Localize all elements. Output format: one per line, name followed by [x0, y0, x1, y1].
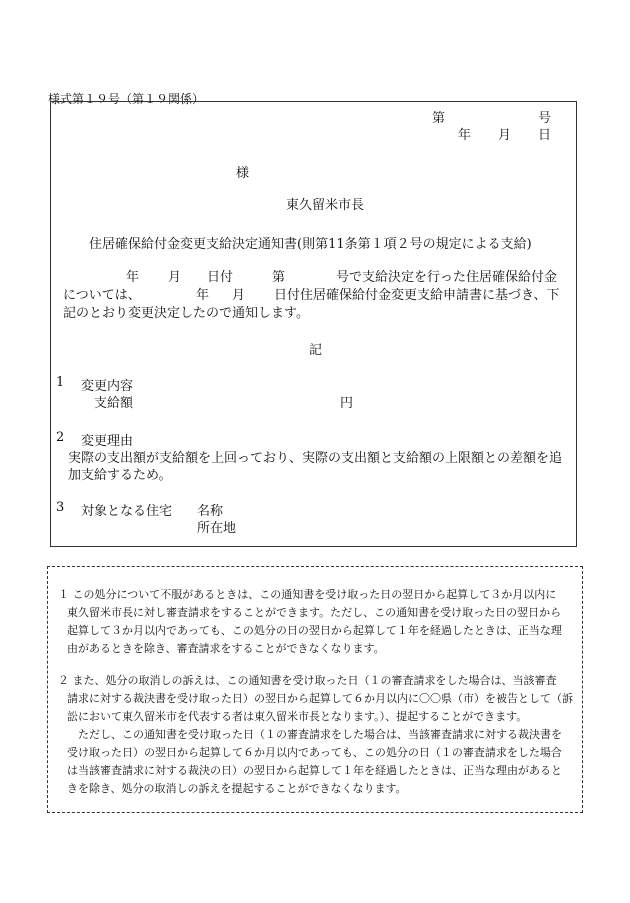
addressee-suffix: 様	[236, 166, 250, 181]
form-label: 様式第１９号（第１９関係）	[48, 92, 205, 106]
housing-address-label: 所在地	[197, 521, 237, 536]
amount-label: 支給額	[94, 396, 134, 411]
number-prefix: 第	[432, 111, 446, 126]
intro-line1-tail: 号で支給決定を行った住居確保給付金	[336, 270, 558, 285]
section3-title: 対象となる住宅	[81, 504, 173, 519]
ki-label: 記	[309, 343, 323, 358]
notice-p2-line5: 受け取った日）の翌日から起算して６か月以内であっても、この処分の日（１の審査請求をした場合	[67, 746, 562, 759]
intro-line2-tail: 日付住居確保給付金変更支給申請書に基づき、下	[274, 288, 560, 303]
notice-p2-line3: 訟において東久留米市を代表する者は東久留米市長となります。）、提起することができます。	[67, 710, 528, 723]
notice-p2-line6: は当該審査請求に対する裁決の日）の翌日から起算して１年を経過したときは、正当な理由があると	[67, 764, 562, 777]
intro-year: 年	[126, 270, 140, 285]
intro-number-prefix: 第	[272, 270, 286, 285]
amount-unit: 円	[340, 396, 354, 411]
issuer: 東久留米市長	[286, 198, 365, 213]
intro-line2-head: については、	[63, 288, 141, 303]
section2-title: 変更理由	[81, 434, 134, 449]
reason-line2: 加支給するため。	[68, 468, 172, 483]
document-title: 住居確保給付金変更支給決定通知書(則第11条第１項２号の規定による支給)	[89, 237, 532, 252]
intro-date-suffix: 日付	[207, 270, 234, 285]
section2-number: 2	[56, 430, 65, 445]
notice-p2-line2: 請求に対する裁決書を受け取った日）の翌日から起算して６か月以内に〇〇県（市）を被告として（訴	[67, 692, 573, 705]
reason-line1: 実際の支出額が支給額を上回っており、実際の支出額と支給額の上限額との差額を追	[68, 451, 563, 466]
section1-number: 1	[56, 375, 65, 390]
housing-name-label: 名称	[197, 504, 224, 519]
notice-p1-line3: 起算して３か月以内であっても、この処分の日の翌日から起算して１年を経過したときは、正当な理	[67, 624, 562, 637]
notice-p1-line4: 由があるときを除き、審査請求をすることができなくなります。	[67, 642, 385, 655]
notice-p1-line2: 東久留米市長に対し審査請求をすることができます。ただし、この通知書を受け取った日の翌日から	[67, 606, 562, 619]
section3-number: 3	[56, 500, 65, 515]
number-suffix: 号	[538, 111, 552, 126]
notice-p2-line4: ただし、この通知書を受け取った日（１の審査請求をした場合は、当該審査請求に対する裁決書を	[78, 728, 562, 741]
intro-line3: 記のとおり変更決定したので通知します。	[63, 306, 309, 321]
date-day: 日	[538, 128, 552, 143]
intro-line2-month: 月	[232, 288, 246, 303]
date-month: 月	[498, 128, 512, 143]
section1-title: 変更内容	[81, 379, 134, 394]
intro-month: 月	[168, 270, 182, 285]
notice-p2-line1: ２ また、処分の取消しの訴えは、この通知書を受け取った日（１の審査請求をした場合は、当該審査	[58, 674, 557, 687]
date-year: 年	[458, 128, 472, 143]
notice-p1-line1: １ この処分について不服があるときは、この通知書を受け取った日の翌日から起算して３か月以内に	[58, 588, 557, 601]
intro-line2-year: 年	[196, 288, 210, 303]
notice-p2-line7: きを除き、処分の取消しの訴えを提起することができなくなります。	[67, 782, 407, 795]
